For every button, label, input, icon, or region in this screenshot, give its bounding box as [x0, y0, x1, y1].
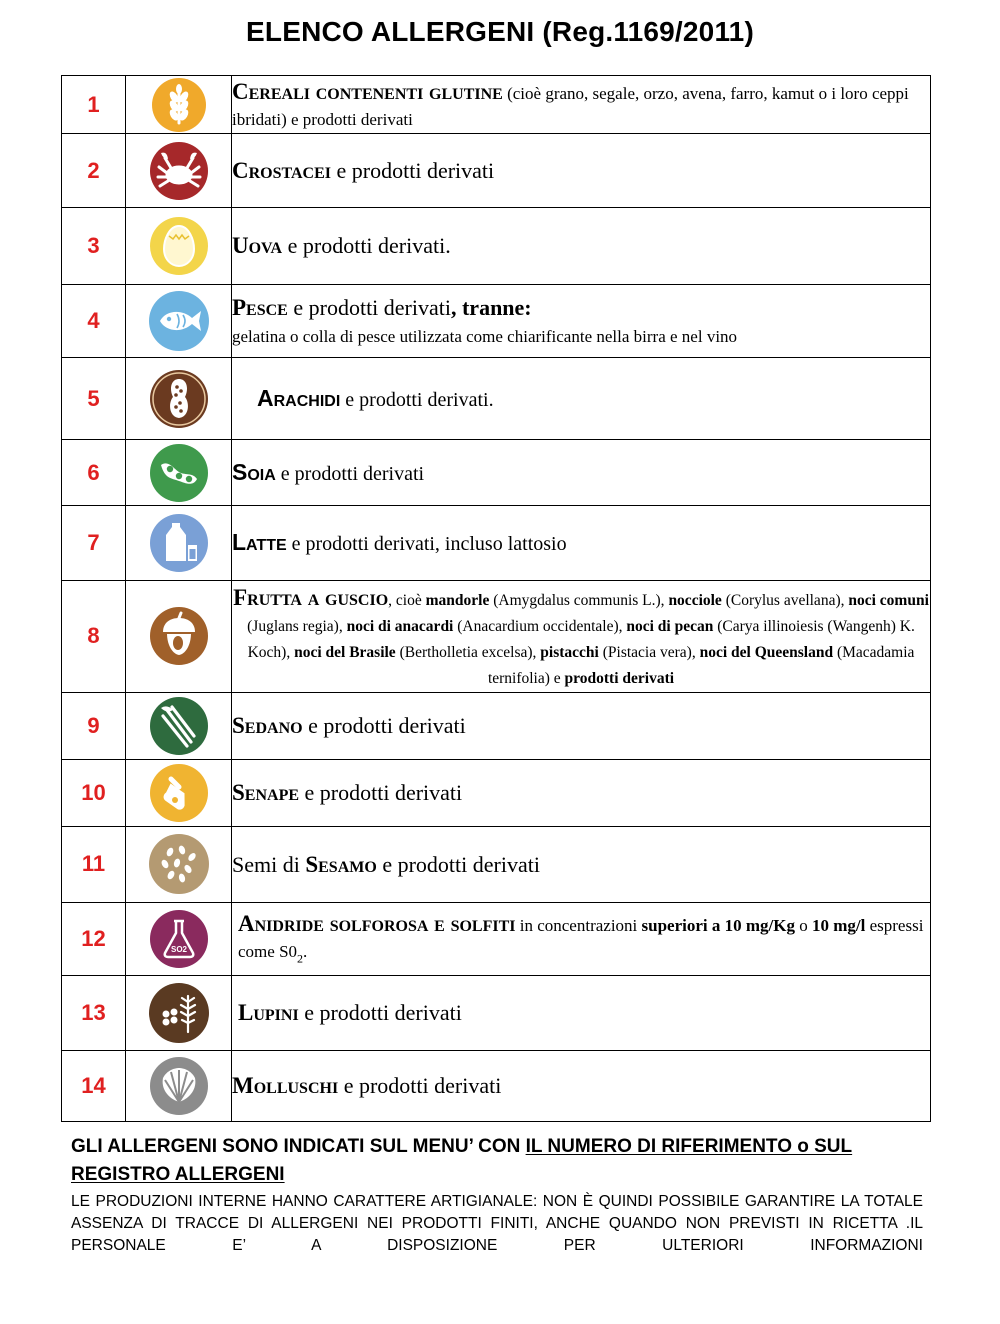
artisanal-disclaimer: LE PRODUZIONI INTERNE HANNO CARATTERE ARTIGIANALE: NON È QUINDI POSSIBILE GARANTIRE LA TOTALE ASSENZA DI TRACCE DI ALLERGENI NEI PRODOTTI FINITI, ANCHE QUANDO NON PREVISTI IN RICETTA .IL PERSONALE E’ A DISPOSIZIONE PER ULTERIORI INFORMAZIONI [71, 1193, 923, 1254]
row-number: 1 [62, 76, 126, 134]
allergen-description: Arachidi e prodotti derivati. [232, 358, 931, 440]
allergen-name: Latte [232, 529, 287, 556]
allergen-name: Soia [232, 458, 276, 485]
table-row [62, 1050, 931, 1121]
table-row [62, 506, 931, 581]
lupin-icon [148, 982, 210, 1044]
allergen-name: Molluschi [232, 1073, 339, 1098]
row-number: 7 [62, 506, 126, 581]
allergen-description: Anidride solforosa e solfiti in concentrazioni superiori a 10 mg/Kg o 10 mg/l espressi come $S0_2$. [232, 902, 931, 975]
wheat-icon [151, 77, 207, 133]
svg-text:SO2: SO2 [170, 944, 187, 954]
table-row [62, 975, 931, 1050]
table-row [62, 902, 931, 975]
table-row [62, 76, 931, 134]
allergen-description: Soia e prodotti derivati [232, 440, 931, 506]
row-number: 2 [62, 134, 126, 208]
table-row [62, 759, 931, 826]
row-number: 8 [62, 581, 126, 693]
allergen-name: Crostacei [232, 157, 332, 183]
allergen-name: Lupini [238, 1000, 299, 1025]
allergen-name: Frutta a guscio [233, 585, 389, 610]
page-title: ELENCO ALLERGENI (Reg.1169/2011) [246, 16, 754, 47]
allergen-name: Sesamo [305, 851, 377, 877]
row-number: 11 [62, 826, 126, 902]
fish-icon [148, 290, 210, 352]
allergen-name: Pesce [232, 295, 288, 321]
allergen-table [61, 75, 931, 1122]
table-row [62, 826, 931, 902]
row-number: 14 [62, 1050, 126, 1121]
row-number: 3 [62, 208, 126, 285]
table-row [62, 285, 931, 358]
table-row [62, 440, 931, 506]
row-number: 10 [62, 759, 126, 826]
flask-icon [149, 909, 209, 969]
table-row [62, 692, 931, 759]
allergen-description: Uova e prodotti derivati. [232, 208, 931, 285]
row-number: 13 [62, 975, 126, 1050]
allergen-name: Cereali contenenti glutine [232, 78, 503, 104]
egg-icon [149, 216, 209, 276]
row-number: 12 [62, 902, 126, 975]
allergen-name: Arachidi [257, 384, 341, 411]
allergen-description: Latte e prodotti derivati, incluso lattosio [232, 506, 931, 581]
allergen-description: Sedano e prodotti derivati [232, 692, 931, 759]
table-row [62, 581, 931, 693]
shell-icon [149, 1056, 209, 1116]
sesame-icon [148, 833, 210, 895]
allergen-name: Anidride solforosa e solfiti [238, 911, 516, 937]
allergen-description: Frutta a guscio, cioè mandorle (Amygdalus communis L.), nocciole (Corylus avellana), noci comuni (Juglans regia), noci di anacardi (Anacardium occidentale), noci di pecan (Carya illinoiesis (Wangenh) K. Koch), noci del Brasile (Bertholletia excelsa), pistacchi (Pistacia vera), noci del Queensland (Macadamia ternifolia) e prodotti derivati [232, 581, 931, 693]
row-number: 5 [62, 358, 126, 440]
milk-icon [149, 513, 209, 573]
celery-icon [149, 696, 209, 756]
row-number: 6 [62, 440, 126, 506]
peanut-icon [149, 369, 209, 429]
allergen-name: Senape [232, 780, 300, 805]
allergen-description: Crostacei e prodotti derivati [232, 134, 931, 208]
acorn-icon [149, 606, 209, 666]
table-row [62, 208, 931, 285]
row-number: 4 [62, 285, 126, 358]
mustard-icon [149, 763, 209, 823]
allergen-description: Lupini e prodotti derivati [232, 975, 931, 1050]
footer-notes [71, 1133, 923, 1257]
crab-icon [149, 141, 209, 201]
menu-reference-note: GLI ALLERGENI SONO INDICATI SUL MENU’ CON IL NUMERO DI RIFERIMENTO o SUL REGISTRO ALLERGENI [71, 1136, 853, 1185]
allergen-description: Senape e prodotti derivati [232, 759, 931, 826]
table-row [62, 358, 931, 440]
allergen-name: Sedano [232, 713, 303, 738]
soy-icon [149, 443, 209, 503]
row-number: 9 [62, 692, 126, 759]
allergen-description: Cereali contenenti glutine (cioè grano, segale, orzo, avena, farro, kamut o i loro ceppi ibridati) e prodotti derivati [232, 76, 931, 134]
allergen-name: Uova [232, 233, 283, 259]
allergen-description: Semi di Sesamo e prodotti derivati [232, 826, 931, 902]
allergen-description: Pesce e prodotti derivati, tranne: gelatina o colla di pesce utilizzata come chiarificante nella birra e nel vino [232, 285, 931, 358]
table-row [62, 134, 931, 208]
allergen-description: Molluschi e prodotti derivati [232, 1050, 931, 1121]
